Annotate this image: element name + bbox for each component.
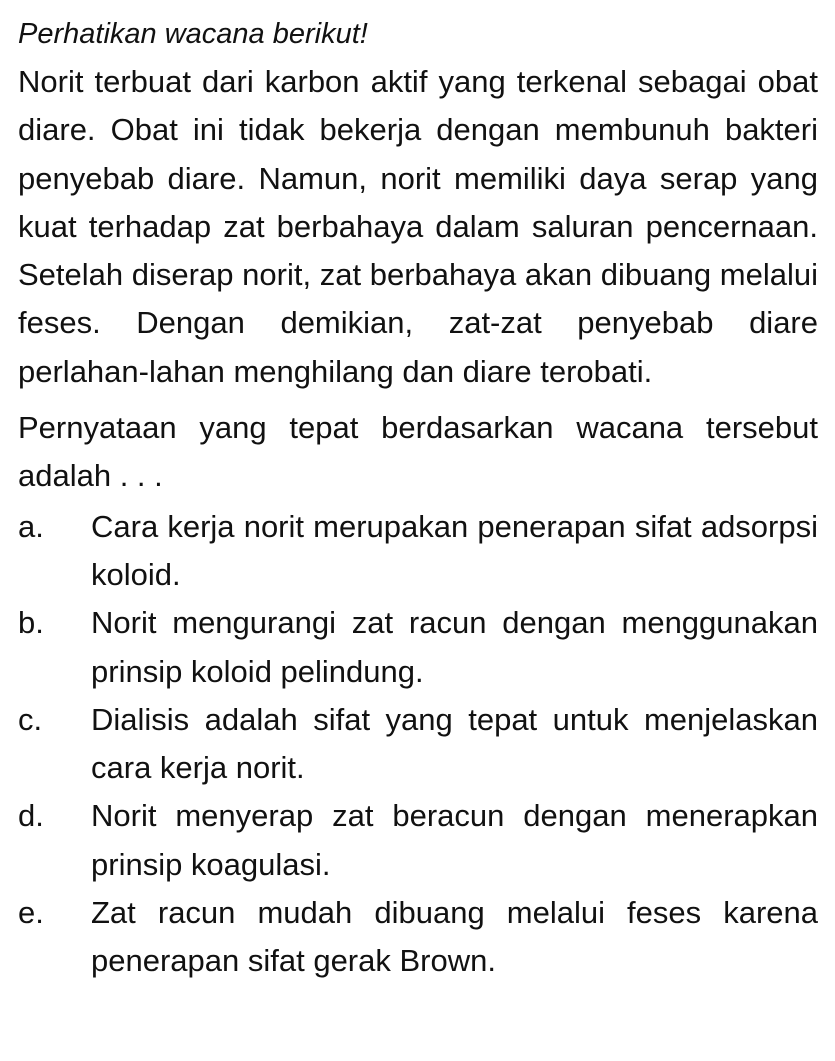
option-letter: e. [18, 895, 44, 931]
question-card [18, 14, 818, 986]
option-letter: a. [18, 508, 44, 544]
answer-options [18, 503, 818, 986]
instruction-text: Perhatikan wacana berikut! [18, 18, 368, 50]
option-e[interactable] [18, 889, 818, 986]
option-a[interactable] [18, 503, 818, 600]
option-letter: c. [18, 701, 43, 737]
option-c[interactable] [18, 696, 818, 793]
option-letter: d. [18, 798, 44, 834]
passage-text: Norit terbuat dari karbon aktif yang terkenal sebagai obat diare. Obat ini tidak bekerja dengan membunuh bakteri penyebab diare. Namun, norit memiliki daya serap yang kuat terhadap zat berbahaya dalam saluran pencernaan. Setelah diserap norit, zat berbahaya akan dibuang melalui feses. Dengan demikian, zat-zat penyebab diare perlahan-lahan menghilang dan diare terobati. [18, 64, 818, 389]
question-prompt: Pernyataan yang tepat berdasarkan wacana tersebut adalah . . . [18, 410, 818, 494]
option-text: Norit menyerap zat beracun dengan menerapkan prinsip koagulasi. [91, 798, 818, 882]
option-b[interactable] [18, 599, 818, 696]
option-letter: b. [18, 605, 44, 641]
option-text: Zat racun mudah dibuang melalui feses karena penerapan sifat gerak Brown. [91, 895, 818, 979]
option-text: Dialisis adalah sifat yang tepat untuk menjelaskan cara kerja norit. [91, 701, 818, 786]
option-text: Norit mengurangi zat racun dengan menggunakan prinsip koloid pelindung. [91, 605, 818, 689]
option-d[interactable] [18, 792, 818, 889]
option-text: Cara kerja norit merupakan penerapan sifat adsorpsi koloid. [91, 508, 818, 592]
